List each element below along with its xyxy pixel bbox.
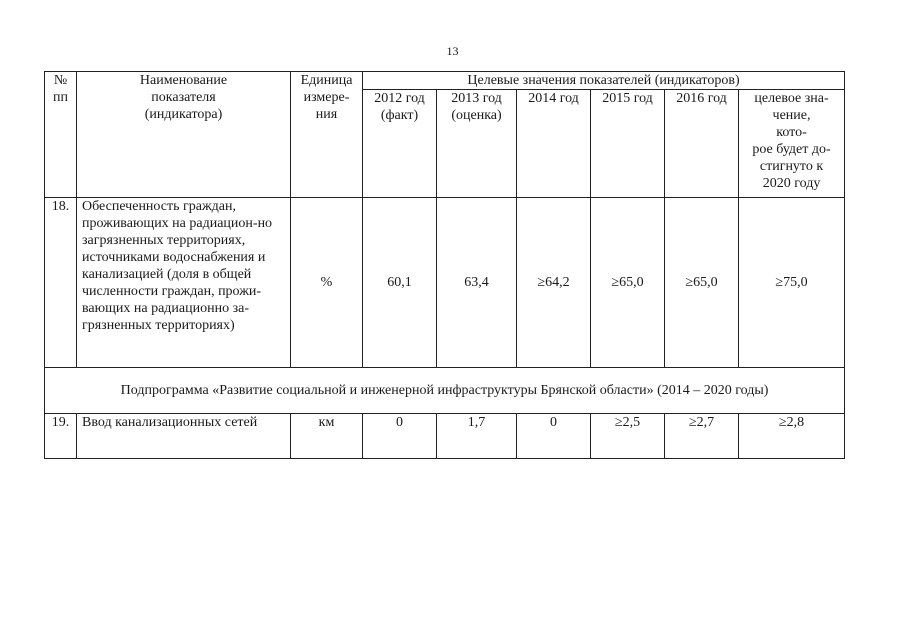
value-2016: ≥2,7	[665, 414, 739, 459]
header-year-2013: 2013 год (оценка)	[437, 90, 517, 198]
value-2015: ≥2,5	[591, 414, 665, 459]
subprogram-title: Подпрограмма «Развитие социальной и инженерной инфраструктуры Брянской области» (2014 – 2020 годы)	[45, 368, 845, 414]
header-target-2020: целевое зна- чение, кото- рое будет до- стигнуто к 2020 году	[739, 90, 845, 198]
header-num: № пп	[45, 72, 77, 198]
value-2020: ≥75,0	[739, 198, 845, 368]
header-year-2016: 2016 год	[665, 90, 739, 198]
value-2012: 0	[363, 414, 437, 459]
header-year-2012: 2012 год (факт)	[363, 90, 437, 198]
page-number: 13	[446, 44, 459, 58]
row-number: 18.	[45, 198, 77, 368]
table-row	[45, 198, 845, 368]
value-2012: 60,1	[363, 198, 437, 368]
header-targets-title: Целевые значения показателей (индикаторов)	[363, 72, 845, 90]
value-2013: 63,4	[437, 198, 517, 368]
row-name: Обеспеченность граждан, проживающих на радиацион-но загрязненных территориях, источниками водоснабжения и канализацией (доля в общей численности граждан, прожи-вающих на радиационно за-грязненных территориях)	[77, 198, 291, 368]
header-year-2014: 2014 год	[517, 90, 591, 198]
table-row	[45, 414, 845, 459]
row-number: 19.	[45, 414, 77, 459]
value-2015: ≥65,0	[591, 198, 665, 368]
value-2020: ≥2,8	[739, 414, 845, 459]
header-name: Наименование показателя (индикатора)	[77, 72, 291, 198]
row-unit: %	[291, 198, 363, 368]
row-name: Ввод канализационных сетей	[77, 414, 291, 459]
subprogram-row	[45, 368, 845, 414]
row-unit: км	[291, 414, 363, 459]
value-2013: 1,7	[437, 414, 517, 459]
value-2014: 0	[517, 414, 591, 459]
indicators-table	[44, 71, 845, 459]
header-year-2015: 2015 год	[591, 90, 665, 198]
value-2014: ≥64,2	[517, 198, 591, 368]
header-unit: Единица измере- ния	[291, 72, 363, 198]
value-2016: ≥65,0	[665, 198, 739, 368]
